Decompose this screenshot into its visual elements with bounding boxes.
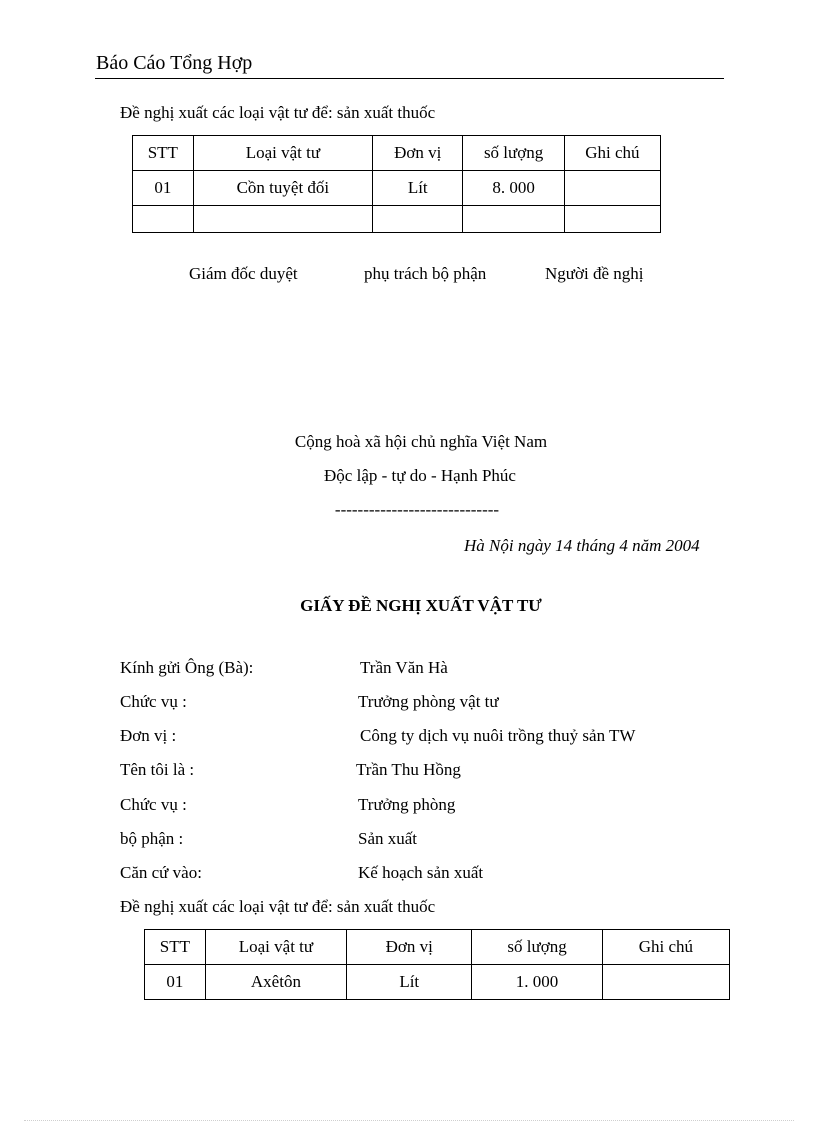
cell-note bbox=[564, 171, 660, 206]
cell-unit bbox=[373, 206, 463, 233]
signature-director: Giám đốc duyệt bbox=[189, 264, 298, 283]
cell-quantity: 1. 000 bbox=[472, 965, 602, 1000]
header-cell-unit: Đơn vị bbox=[373, 136, 463, 171]
field-label-name: Tên tôi là : bbox=[120, 760, 195, 779]
header-cell-note: Ghi chú bbox=[602, 930, 729, 965]
republic-motto: Độc lập - tự do - Hạnh Phúc bbox=[324, 466, 516, 485]
field-label-basis: Căn cứ vào: bbox=[120, 863, 202, 882]
place-date: Hà Nội ngày 14 tháng 4 năm 2004 bbox=[464, 536, 700, 555]
cell-note bbox=[564, 206, 660, 233]
page-header-title: Báo Cáo Tổng Hợp bbox=[96, 52, 253, 74]
field-value-recipient: Trần Văn Hà bbox=[360, 658, 448, 677]
table-row bbox=[133, 206, 661, 233]
cell-stt: 01 bbox=[145, 965, 206, 1000]
header-cell-note: Ghi chú bbox=[564, 136, 660, 171]
table-row bbox=[145, 965, 730, 1000]
field-label-department: bộ phận : bbox=[120, 829, 184, 848]
cell-quantity bbox=[463, 206, 564, 233]
table-header-row bbox=[133, 136, 661, 171]
field-label-position-2: Chức vụ : bbox=[120, 795, 187, 814]
materials-table-1 bbox=[132, 135, 661, 233]
field-label-position: Chức vụ : bbox=[120, 692, 187, 711]
field-value-department: Sản xuất bbox=[358, 829, 418, 848]
header-cell-quantity: số lượng bbox=[463, 136, 564, 171]
page-bottom-border bbox=[24, 1120, 794, 1121]
header-cell-unit: Đơn vị bbox=[347, 930, 472, 965]
table-row bbox=[133, 171, 661, 206]
field-value-organization: Công ty dịch vụ nuôi trồng thuỷ sản TW bbox=[360, 726, 636, 745]
header-cell-stt: STT bbox=[145, 930, 206, 965]
cell-note bbox=[602, 965, 729, 1000]
materials-table-2 bbox=[144, 929, 730, 1000]
header-cell-material: Loại vật tư bbox=[205, 930, 346, 965]
heading-divider: ----------------------------- bbox=[334, 500, 500, 519]
cell-unit: Lít bbox=[373, 171, 463, 206]
field-label-organization: Đơn vị : bbox=[120, 726, 177, 745]
header-divider bbox=[95, 78, 724, 79]
header-cell-stt: STT bbox=[133, 136, 194, 171]
cell-stt: 01 bbox=[133, 171, 194, 206]
field-value-position: Trưởng phòng vật tư bbox=[358, 692, 499, 711]
request-line-2: Đề nghị xuất các loại vật tư để: sản xuất thuốc bbox=[120, 897, 436, 916]
field-value-name: Trần Thu Hồng bbox=[356, 760, 461, 779]
signature-requester: Người đề nghị bbox=[545, 264, 644, 283]
republic-name: Cộng hoà xã hội chủ nghĩa Việt Nam bbox=[294, 432, 548, 451]
form-title: GIẤY ĐỀ NGHỊ XUẤT VẬT TƯ bbox=[300, 596, 542, 615]
table-header-row bbox=[145, 930, 730, 965]
field-value-position-2: Trưởng phòng bbox=[358, 795, 456, 814]
signature-department-head: phụ trách bộ phận bbox=[364, 264, 487, 283]
header-cell-material: Loại vật tư bbox=[193, 136, 372, 171]
field-value-basis: Kế hoạch sản xuất bbox=[358, 863, 484, 882]
header-cell-quantity: số lượng bbox=[472, 930, 602, 965]
cell-stt bbox=[133, 206, 194, 233]
field-label-recipient: Kính gửi Ông (Bà): bbox=[120, 658, 254, 677]
cell-material bbox=[193, 206, 372, 233]
request-line-1: Đề nghị xuất các loại vật tư để: sản xuất thuốc bbox=[120, 103, 436, 122]
cell-material: Axêtôn bbox=[205, 965, 346, 1000]
cell-quantity: 8. 000 bbox=[463, 171, 564, 206]
cell-material: Cồn tuyệt đối bbox=[193, 171, 372, 206]
cell-unit: Lít bbox=[347, 965, 472, 1000]
